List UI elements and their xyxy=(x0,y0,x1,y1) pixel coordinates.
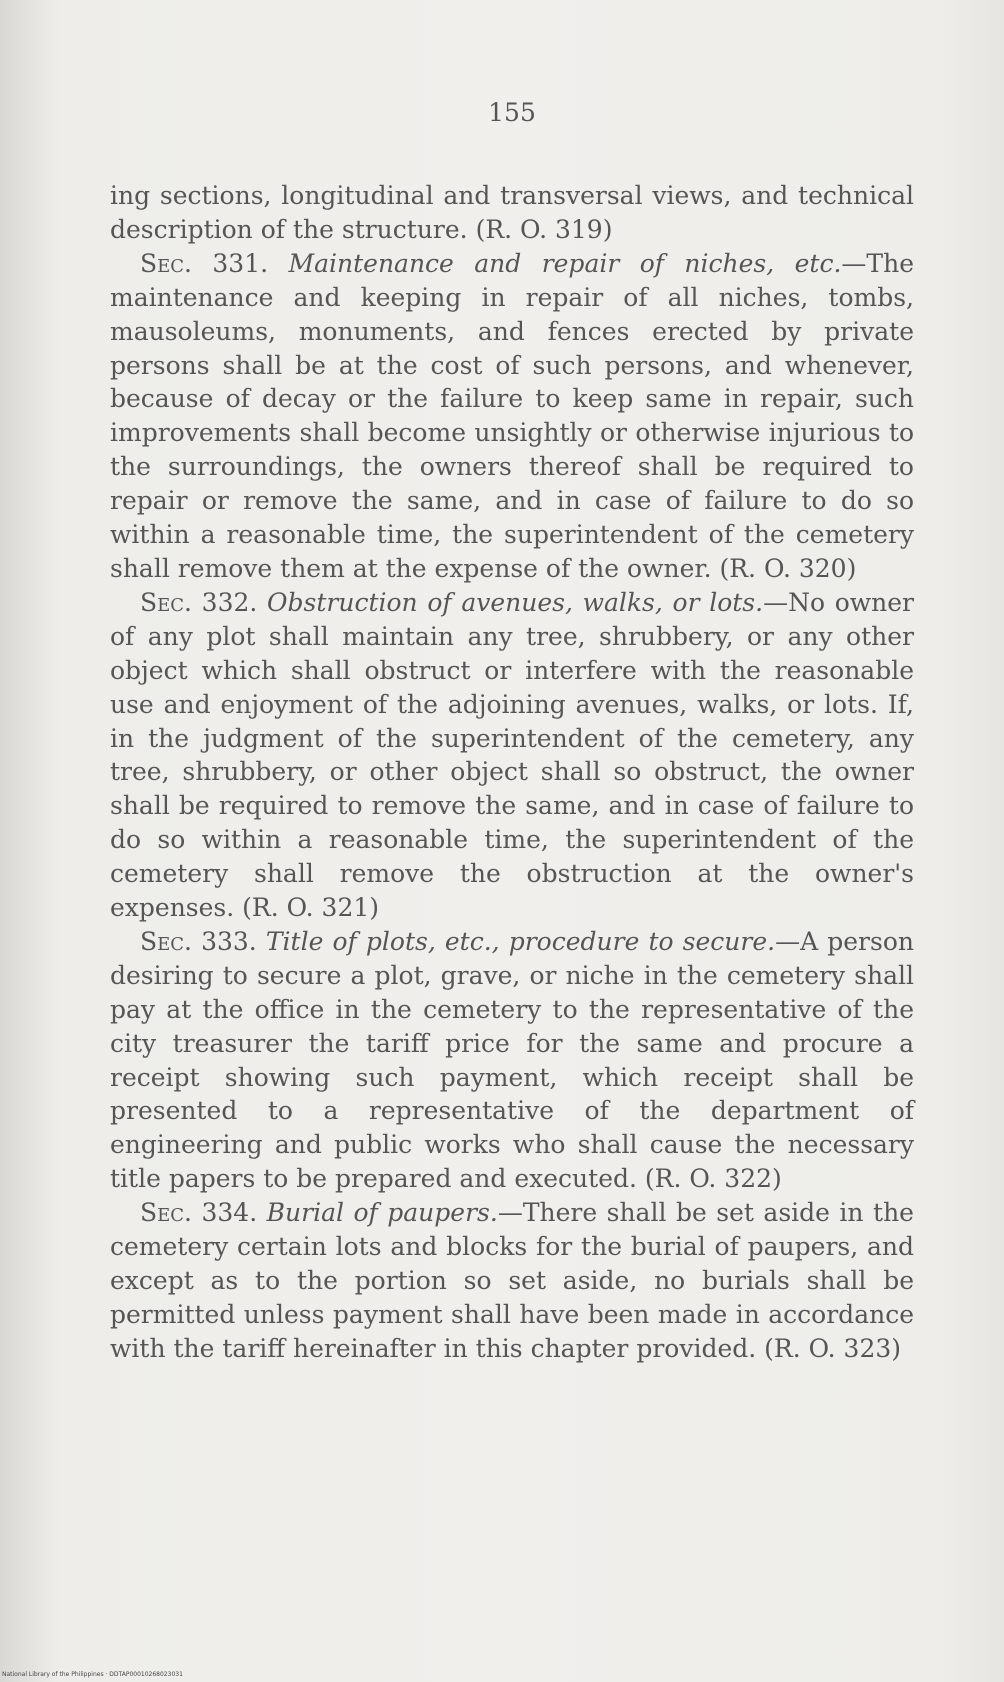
section-label: Sec. 333. xyxy=(140,926,257,956)
scan-footer: National Library of the Philippines · DDTAP00010268023031 xyxy=(2,1671,183,1678)
section-title: Title of plots, etc., procedure to secure. xyxy=(265,926,776,956)
section-332 xyxy=(110,586,914,925)
section-title: Maintenance and repair of niches, etc. xyxy=(288,248,842,278)
section-334 xyxy=(110,1196,914,1366)
section-333 xyxy=(110,925,914,1196)
section-label: Sec. 334. xyxy=(140,1198,258,1228)
section-title: Obstruction of avenues, walks, or lots. xyxy=(267,587,764,617)
section-label: Sec. 332. xyxy=(140,587,258,617)
section-label: Sec. 331. xyxy=(140,248,269,278)
page-number: 155 xyxy=(488,98,536,127)
section-body: —The maintenance and keeping in repair of all niches, tombs, mausoleums, monuments, and fences erected by private persons shall be at the cost of such persons, and whenever, because of decay or the failure to keep same in repair, such improvements shall become unsightly or otherwise injurious to the surroundings, the owners thereof shall be required to repair or remove the same, and in case of failure to do so within a reasonable time, the superintendent of the cemetery shall remove them at the expense of the owner. (R. O. 320) xyxy=(110,248,914,583)
section-body: —No owner of any plot shall maintain any tree, shrubbery, or any other object which shall obstruct or interfere with the reasonable use and enjoyment of the adjoining avenues, walks, or lots. If, in the judgment of the superintendent of the cemetery, any tree, shrubbery, or other object shall so obstruct, the owner shall be required to remove the same, and in case of failure to do so within a reasonable time, the superintendent of the cemetery shall remove the obstruction at the owner's expenses. (R. O. 321) xyxy=(110,587,914,923)
section-body: —There shall be set aside in the cemetery certain lots and blocks for the burial of paupers, and except as to the portion so set aside, no burials shall be permitted unless payment shall have been made in accordance with the tariff hereinafter in this chapter provided. (R. O. 323) xyxy=(110,1198,914,1363)
continuation-paragraph: ing sections, longitudinal and transversal views, and technical description of the structure. (R. O. 319) xyxy=(110,181,914,244)
section-title: Burial of paupers. xyxy=(266,1198,498,1228)
section-body: —A person desiring to secure a plot, grave, or niche in the cemetery shall pay at the office in the cemetery to the representative of the city treasurer the tariff price for the same and procure a receipt showing such payment, which receipt shall be presented to a representative of the department of engineering and public works who shall cause the necessary title papers to be prepared and executed. (R. O. 322) xyxy=(110,926,914,1194)
page-content xyxy=(110,96,914,1366)
section-331 xyxy=(110,247,914,586)
